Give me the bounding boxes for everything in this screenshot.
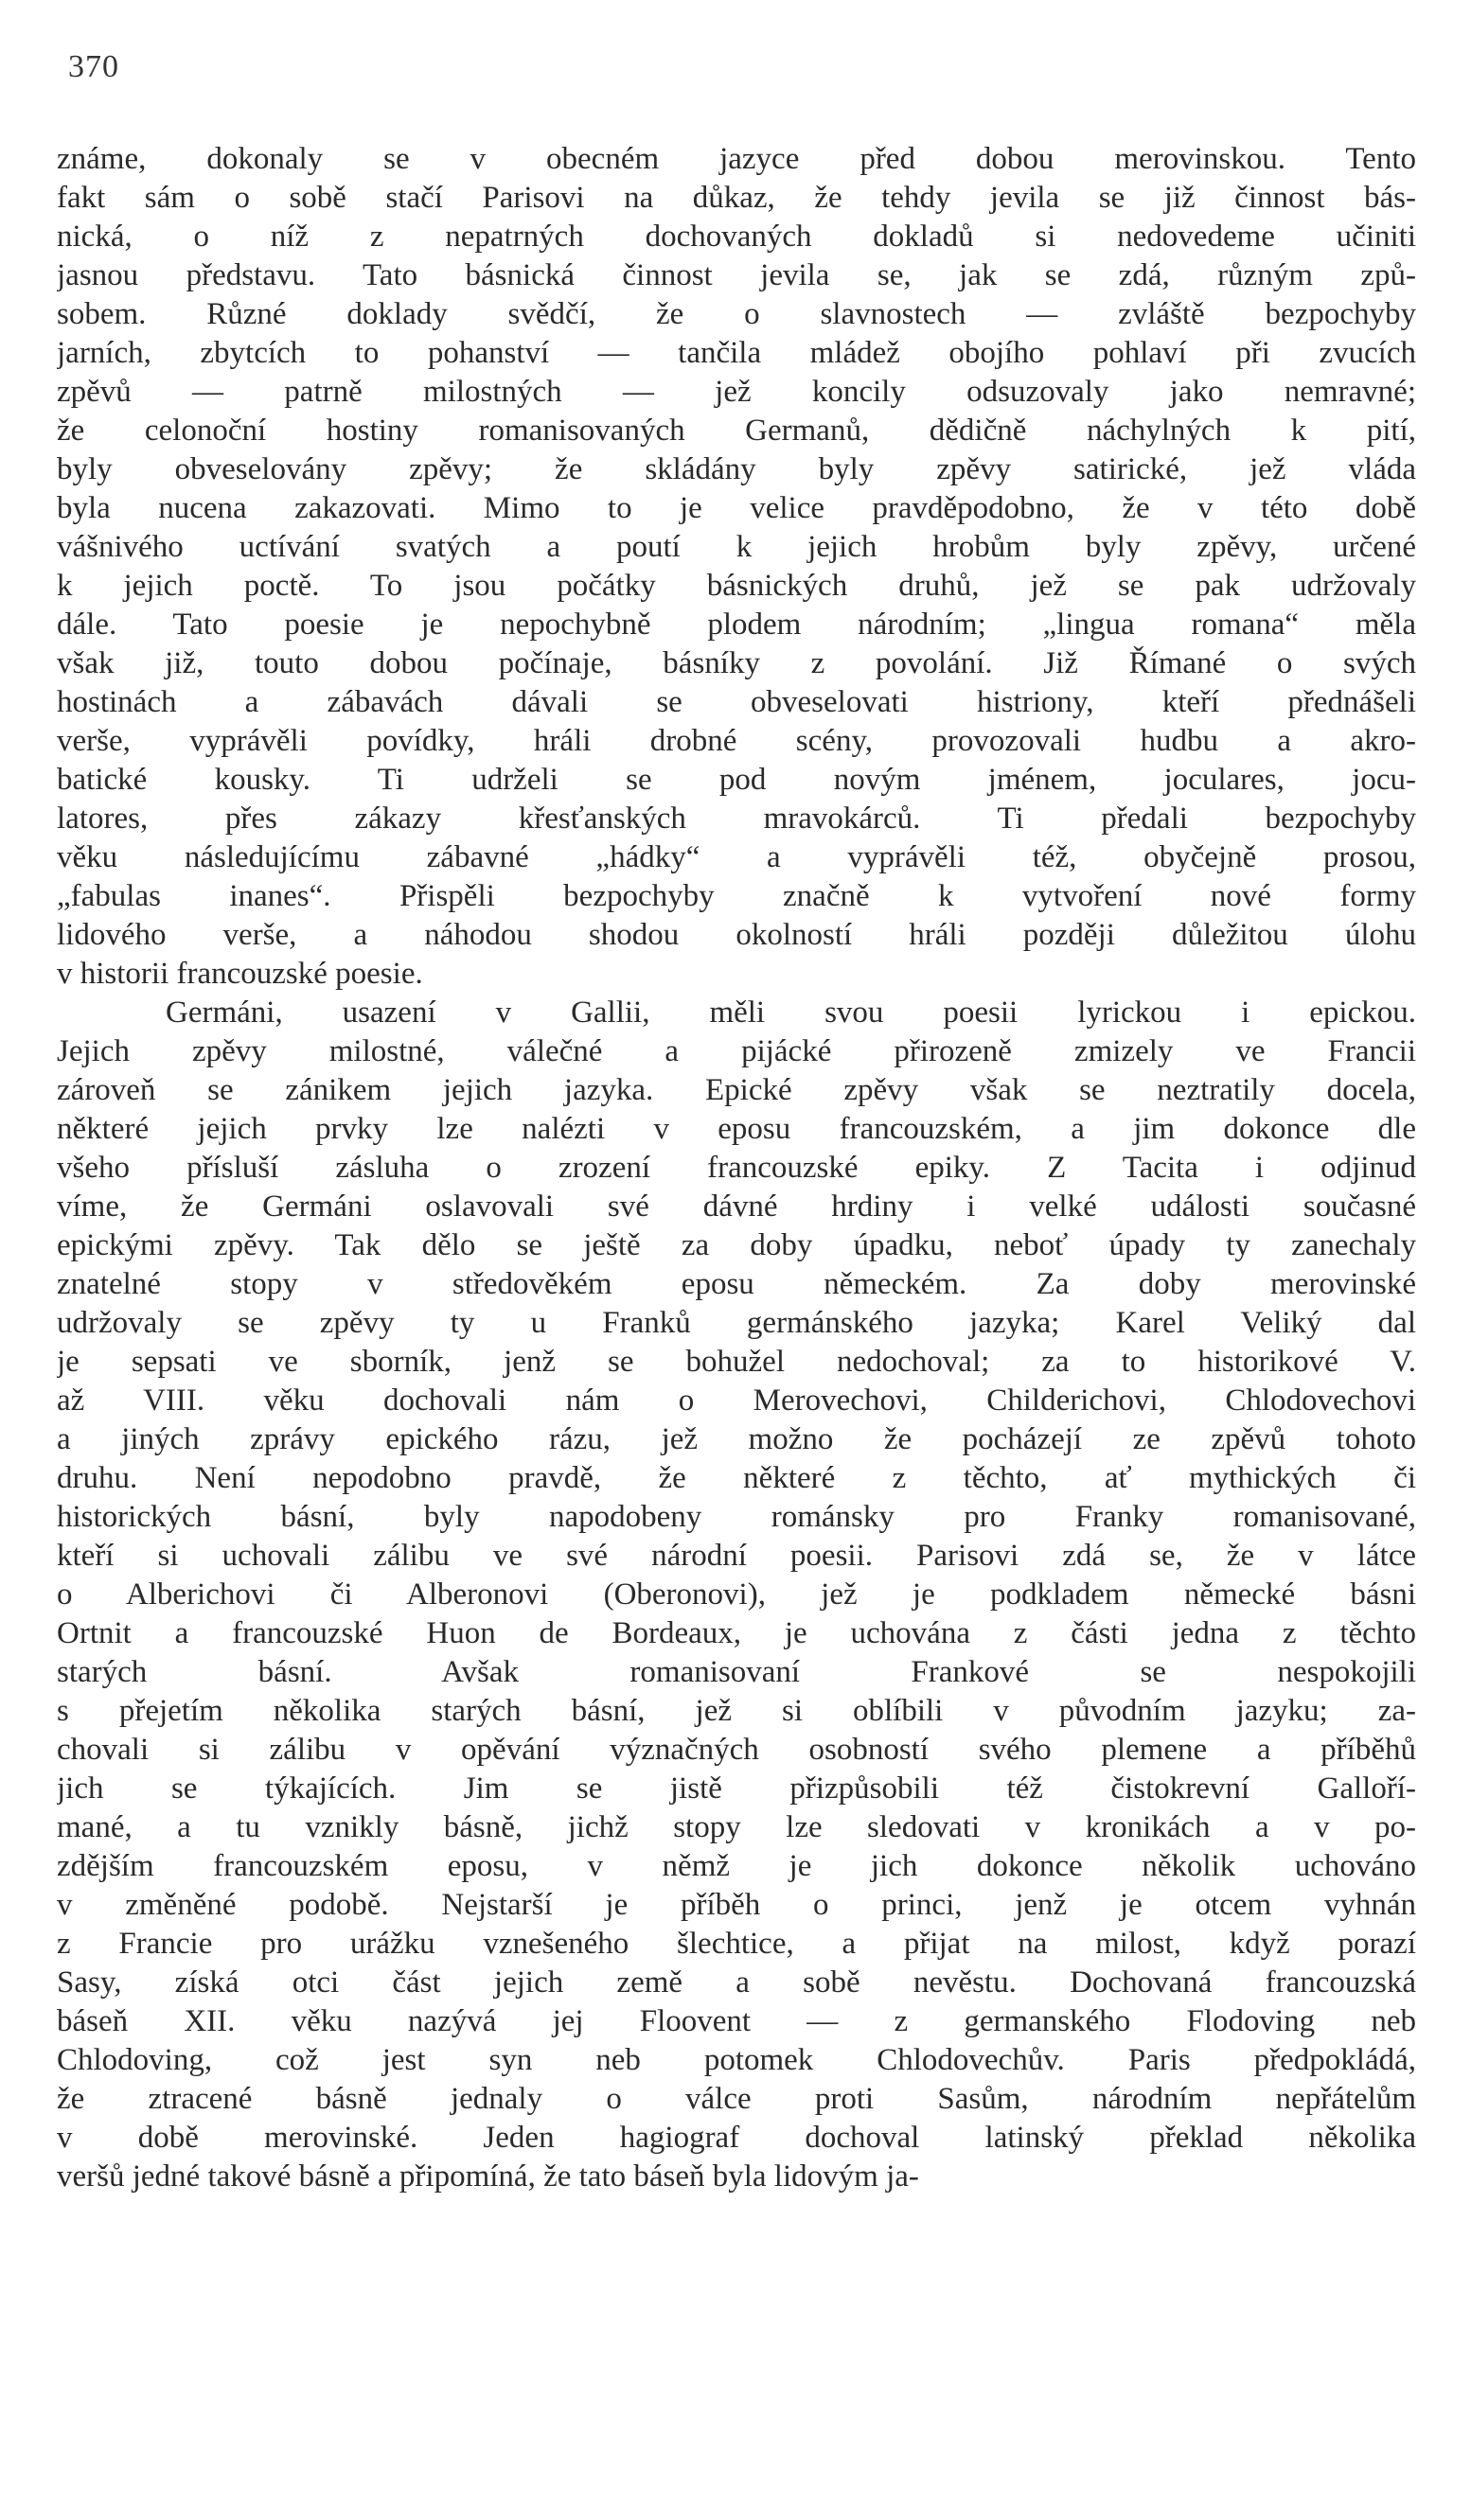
- text-line: však již, touto dobou počínaje, básníky z povolání. Již Římané o svých: [57, 646, 1416, 680]
- text-line: byla nucena zakazovati. Mimo to je velice pravděpodobno, že v této době: [57, 491, 1416, 525]
- text-line: znatelné stopy v středověkém eposu německém. Za doby merovinské: [57, 1267, 1416, 1301]
- text-line: že ztracené básně jednaly o válce proti Sasům, národním nepřátelům: [57, 2082, 1416, 2116]
- text-line: fakt sám o sobě stačí Parisovi na důkaz, že tehdy jevila se již činnost bás-: [57, 181, 1416, 215]
- text-line: jich se týkajících. Jim se jistě přizpůsobili též čistokrevní Galloří-: [57, 1771, 1416, 1806]
- text-line: věku následujícímu zábavné „hádky“ a vyprávěli též, obyčejně prosou,: [57, 840, 1416, 874]
- text-line: Germáni, usazení v Gallii, měli svou poesii lyrickou i epickou.: [166, 996, 1416, 1030]
- text-line: Sasy, získá otci část jejich země a sobě nevěstu. Dochovaná francouzská: [57, 1965, 1416, 2000]
- text-line: známe, dokonaly se v obecném jazyce před dobou merovinskou. Tento: [57, 142, 1416, 176]
- text-line: chovali si zálibu v opěvání význačných osobností svého plemene a příběhů: [57, 1733, 1416, 1767]
- text-line: k jejich poctě. To jsou počátky básnických druhů, jež se pak udržovaly: [57, 569, 1416, 603]
- text-line: že celonoční hostiny romanisovaných Germanů, dědičně náchylných k pití,: [57, 414, 1416, 448]
- text-line: udržovaly se zpěvy ty u Franků germánského jazyka; Karel Veliký dal: [57, 1306, 1416, 1340]
- text-line: až VIII. věku dochovali nám o Merovechovi, Childerichovi, Chlodovechovi: [57, 1383, 1416, 1418]
- text-line: některé jejich prvky lze nalézti v eposu francouzském, a jim dokonce dle: [57, 1112, 1416, 1146]
- text-line: verše, vyprávěli povídky, hráli drobné scény, provozovali hudbu a akro-: [57, 724, 1416, 758]
- text-line: vášnivého uctívání svatých a poutí k jejich hrobům byly zpěvy, určené: [57, 530, 1416, 564]
- text-line: Chlodoving, což jest syn neb potomek Chlodovechův. Paris předpokládá,: [57, 2043, 1416, 2077]
- text-line: dále. Tato poesie je nepochybně plodem národním; „lingua romana“ měla: [57, 608, 1416, 642]
- text-line: zdějším francouzském eposu, v němž je jich dokonce několik uchováno: [57, 1849, 1416, 1883]
- text-line: epickými zpěvy. Tak dělo se ještě za doby úpadku, neboť úpady ty zanechaly: [57, 1228, 1416, 1262]
- paragraph: [57, 994, 1416, 2196]
- text-line: v změněné podobě. Nejstarší je příběh o princi, jenž je otcem vyhnán: [57, 1888, 1416, 1922]
- text-line: sobem. Různé doklady svědčí, že o slavnostech — zvláště bezpochyby: [57, 297, 1416, 331]
- text-line: zpěvů — patrně milostných — jež koncily odsuzovaly jako nemravné;: [57, 375, 1416, 409]
- text-line: hostinách a zábavách dávali se obveselovati histriony, kteří přednášeli: [57, 685, 1416, 719]
- text-line: mané, a tu vznikly básně, jichž stopy lze sledovati v kronikách a v po-: [57, 1810, 1416, 1844]
- text-line: s přejetím několika starých básní, jež si oblíbili v původním jazyku; za-: [57, 1694, 1416, 1728]
- text-line: latores, přes zákazy křesťanských mravokárců. Ti předali bezpochyby: [57, 802, 1416, 836]
- text-line: druhu. Není nepodobno pravdě, že některé z těchto, ať mythických či: [57, 1461, 1416, 1495]
- text-line: byly obveselovány zpěvy; že skládány byly zpěvy satirické, jež vláda: [57, 452, 1416, 486]
- text-line: historických básní, byly napodobeny románsky pro Franky romanisované,: [57, 1500, 1416, 1534]
- text-line: „fabulas inanes“. Přispěli bezpochyby značně k vytvoření nové formy: [57, 879, 1416, 913]
- text-line: Jejich zpěvy milostné, válečné a pijácké přirozeně zmizely ve Francii: [57, 1034, 1416, 1068]
- text-line: nická, o níž z nepatrných dochovaných dokladů si nedovedeme učiniti: [57, 220, 1416, 254]
- text-line: v historii francouzské poesie.: [57, 957, 423, 991]
- page-number: 370: [68, 49, 119, 84]
- text-line: Ortnit a francouzské Huon de Bordeaux, je uchována z části jedna z těchto: [57, 1616, 1416, 1650]
- text-line: víme, že Germáni oslavovali své dávné hrdiny i velké události současné: [57, 1190, 1416, 1224]
- text-line: starých básní. Avšak romanisovaní Frankové se nespokojili: [57, 1655, 1416, 1689]
- text-line: a jiných zprávy epického rázu, jež možno že pocházejí ze zpěvů tohoto: [57, 1422, 1416, 1456]
- text-line: báseň XII. věku nazývá jej Floovent — z germanského Flodoving neb: [57, 2004, 1416, 2038]
- text-line: zároveň se zánikem jejich jazyka. Epické zpěvy však se neztratily docela,: [57, 1073, 1416, 1107]
- text-line: jasnou představu. Tato básnická činnost jevila se, jak se zdá, různým způ-: [57, 258, 1416, 292]
- text-line: veršů jedné takové básně a připomíná, že tato báseň byla lidovým ja-: [57, 2159, 919, 2194]
- text-line: o Alberichovi či Alberonovi (Oberonovi), jež je podkladem německé básni: [57, 1577, 1416, 1612]
- text-line: batické kousky. Ti udrželi se pod novým jménem, joculares, jocu-: [57, 763, 1416, 797]
- text-line: z Francie pro urážku vznešeného šlechtice, a přijat na milost, když porazí: [57, 1927, 1416, 1961]
- text-line: v době merovinské. Jeden hagiograf dochoval latinský překlad několika: [57, 2121, 1416, 2155]
- text-line: lidového verše, a náhodou shodou okolností hráli později důležitou úlohu: [57, 918, 1416, 952]
- text-line: jarních, zbytcích to pohanství — tančila mládež obojího pohlaví při zvucích: [57, 336, 1416, 370]
- paragraph: [57, 140, 1416, 994]
- text-line: kteří si uchovali zálibu ve své národní poesii. Parisovi zdá se, že v látce: [57, 1539, 1416, 1573]
- text-line: je sepsati ve sborník, jenž se bohužel nedochoval; za to historikové V.: [57, 1345, 1416, 1379]
- text-line: všeho přísluší zásluha o zrození francouzské epiky. Z Tacita i odjinud: [57, 1151, 1416, 1185]
- body-text: [57, 140, 1416, 2196]
